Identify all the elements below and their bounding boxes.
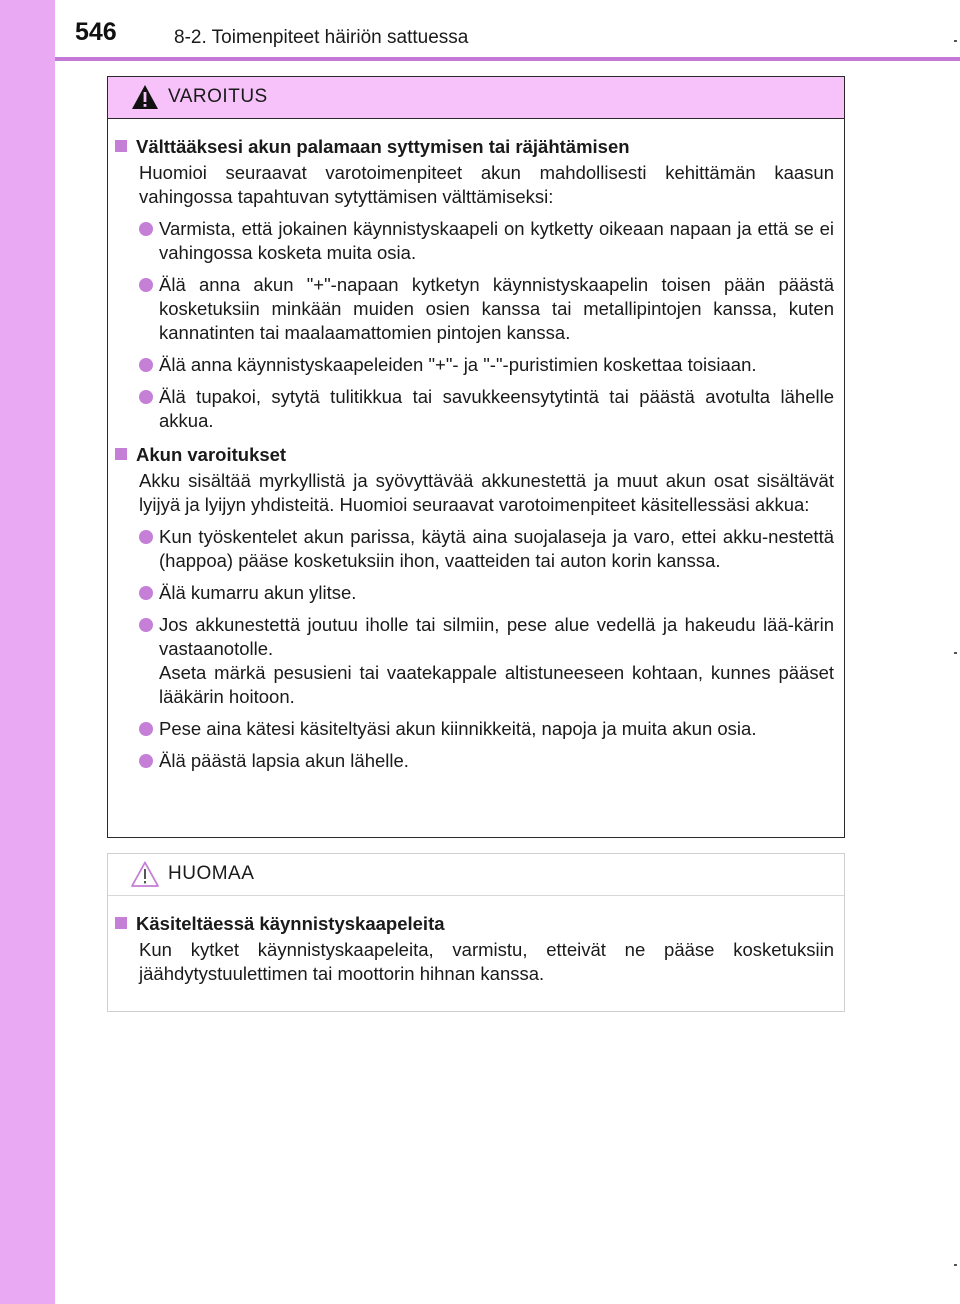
list-item: Älä anna käynnistyskaapeleiden "+"- ja "-"-puristimien koskettaa toisiaan. xyxy=(139,353,834,377)
warning-label: VAROITUS xyxy=(168,86,268,107)
warning-header xyxy=(108,77,844,119)
circle-bullet-icon xyxy=(139,722,153,736)
circle-bullet-icon xyxy=(139,390,153,404)
circle-bullet-icon xyxy=(139,754,153,768)
section-heading: Käsiteltäessä käynnistyskaapeleita xyxy=(115,912,834,936)
list-item: Kun työskentelet akun parissa, käytä aina suojalaseja ja varo, ettei akku-nestettä (happoa) pääse kosketuksiin ihon, vaatteiden tai auton korin kanssa. xyxy=(139,525,834,573)
header-divider xyxy=(55,57,960,61)
list-item: Älä anna akun "+"-napaan kytketyn käynnistyskaapelin toisen pään päästä kosketuksiin minkään muiden osien kanssa tai metallipintojen kanssa, kuten kannatinten tai maalaamattomien pintojen kanssa. xyxy=(139,273,834,345)
list-item: Jos akkunestettä joutuu iholle tai silmiin, pese alue vedellä ja hakeudu lää-kärin vastaanotolle. Aseta märkä pesusieni tai vaatekappale altistuneeseen kohtaan, kunnes pääset lääkärin hoitoon. xyxy=(139,613,834,709)
circle-bullet-icon xyxy=(139,222,153,236)
circle-bullet-icon xyxy=(139,586,153,600)
notice-header xyxy=(108,854,844,896)
chapter-color-strip xyxy=(0,0,55,1304)
circle-bullet-icon xyxy=(139,618,153,632)
notice-box xyxy=(107,853,845,1012)
section-intro: Akku sisältää myrkyllistä ja syövyttävää akkunestettä ja muut akun osat sisältävät lyijyä ja lyijyn yhdisteitä. Huomioi seuraavat varotoimenpiteet käsitellessäsi akkua: xyxy=(139,470,834,515)
edge-tick-mark xyxy=(954,652,957,654)
warning-content xyxy=(108,119,844,773)
section-heading: Välttääksesi akun palamaan syttymisen tai räjähtämisen xyxy=(115,135,834,159)
circle-bullet-icon xyxy=(139,358,153,372)
section-intro: Huomioi seuraavat varotoimenpiteet akun mahdollisesti kehittämän kaasun vahingossa tapahtuvan sytyttämisen välttämiseksi: xyxy=(139,162,834,207)
edge-tick-mark xyxy=(954,40,957,42)
page-header xyxy=(55,0,960,58)
notice-text: Kun kytket käynnistyskaapeleita, varmistu, etteivät ne pääse kosketuksiin jäähdytystuulettimen tai moottorin hihnan kanssa. xyxy=(139,939,834,984)
notice-content xyxy=(108,896,844,986)
list-item: Älä tupakoi, sytytä tulitikkua tai savukkeensytytintä tai päästä avotulta lähelle akkua. xyxy=(139,385,834,433)
circle-bullet-icon xyxy=(139,530,153,544)
warning-triangle-icon xyxy=(130,83,160,111)
section-title: 8-2. Toimenpiteet häiriön sattuessa xyxy=(174,27,469,48)
square-bullet-icon xyxy=(115,140,127,152)
page-number: 546 xyxy=(75,18,117,46)
notice-label: HUOMAA xyxy=(168,863,255,884)
list-item: Älä päästä lapsia akun lähelle. xyxy=(139,749,834,773)
list-item: Varmista, että jokainen käynnistyskaapeli on kytketty oikeaan napaan ja että se ei vahingossa kosketa muita osia. xyxy=(139,217,834,265)
section-heading: Akun varoitukset xyxy=(115,443,834,467)
square-bullet-icon xyxy=(115,917,127,929)
caution-outline-icon xyxy=(130,860,160,888)
edge-tick-mark xyxy=(954,1264,957,1266)
list-item: Älä kumarru akun ylitse. xyxy=(139,581,834,605)
warning-box xyxy=(107,76,845,838)
square-bullet-icon xyxy=(115,448,127,460)
list-item: Pese aina kätesi käsiteltyäsi akun kiinnikkeitä, napoja ja muita akun osia. xyxy=(139,717,834,741)
circle-bullet-icon xyxy=(139,278,153,292)
